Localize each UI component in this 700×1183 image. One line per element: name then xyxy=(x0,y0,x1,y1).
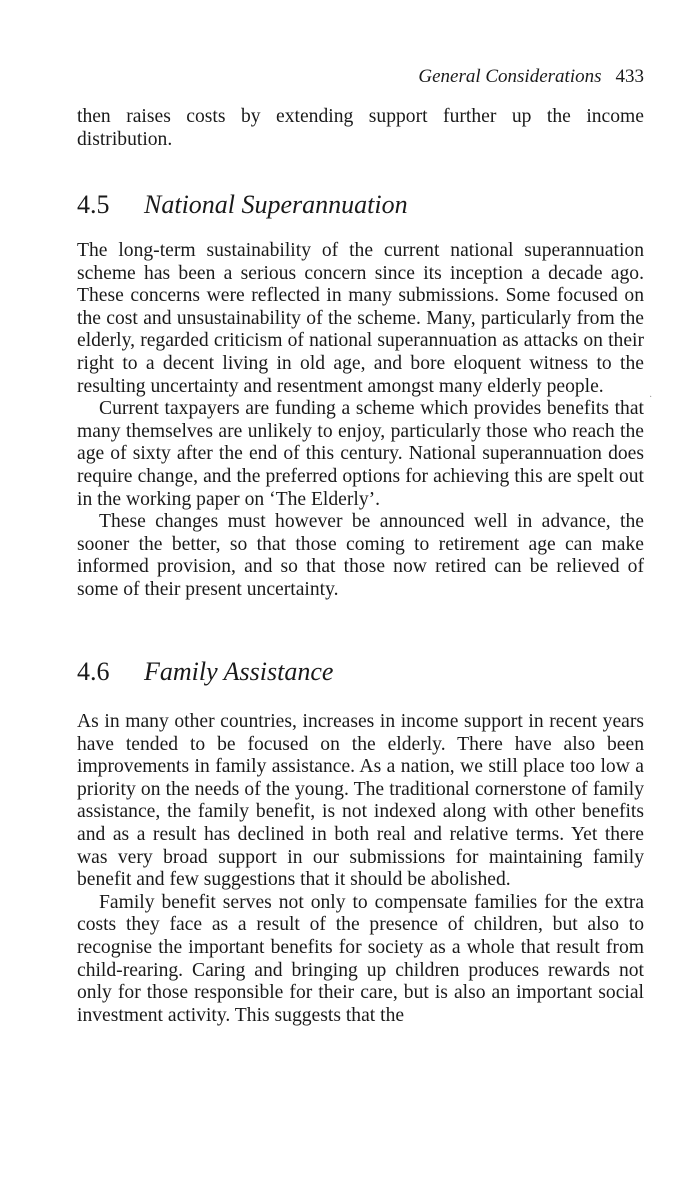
paragraph: These changes must however be announced well in advance, the sooner the better, so that those coming to retirement age can make informed provision, and so that those now retired can be relieved of some of their present uncertainty. xyxy=(77,511,644,600)
page-number: 433 xyxy=(615,66,644,87)
section-number: 4.5 xyxy=(77,190,110,219)
paragraph: Family benefit serves not only to compensate families for the extra costs they face as a result of the presence of children, but also to recognise the important benefits for society as a whole that result from child-rearing. Caring and bringing up children produces rewards not only for those responsible for their care, but is also an important social investment activity. This suggests that the xyxy=(77,891,644,1026)
section-title: Family Assistance xyxy=(144,657,334,686)
running-head-title: General Considerations xyxy=(418,66,602,87)
continued-paragraph xyxy=(77,106,644,151)
section-body-4-5 xyxy=(77,240,644,602)
running-head xyxy=(418,66,644,88)
paragraph: Current taxpayers are funding a scheme which provides benefits that many themselves are unlikely to enjoy, particularly those who reach the age of sixty after the end of this century. National superannuation does require change, and the preferred options for achieving this are spelt out in the working paper on ‘The Elderly’. xyxy=(77,398,644,510)
section-title: National Superannuation xyxy=(144,190,408,219)
section-body-4-6 xyxy=(77,711,644,1027)
intro-text: then raises costs by extending support further up the income distribution. xyxy=(77,106,644,150)
scan-speck: · xyxy=(649,392,653,403)
section-heading-4-5 xyxy=(77,190,408,220)
paragraph: As in many other countries, increases in income support in recent years have tended to be focused on the elderly. There have also been improvements in family assistance. As a nation, we still place too low a priority on the needs of the young. The traditional cornerstone of family assistance, the family benefit, is not indexed along with other benefits and as a result has declined in both real and relative terms. Yet there was very broad support in our submissions for maintaining family benefit and few suggestions that it should be abolished. xyxy=(77,711,644,891)
paragraph: The long-term sustainability of the current national superannuation scheme has been a serious concern since its inception a decade ago. These concerns were reflected in many submissions. Some focused on the cost and unsustainability of the scheme. Many, particularly from the elderly, regarded criticism of national superannuation as attacks on their right to a decent living in old age, and bore eloquent witness to the resulting uncertainty and resentment amongst many elderly people. xyxy=(77,240,644,397)
section-number: 4.6 xyxy=(77,657,110,686)
section-heading-4-6 xyxy=(77,657,333,687)
